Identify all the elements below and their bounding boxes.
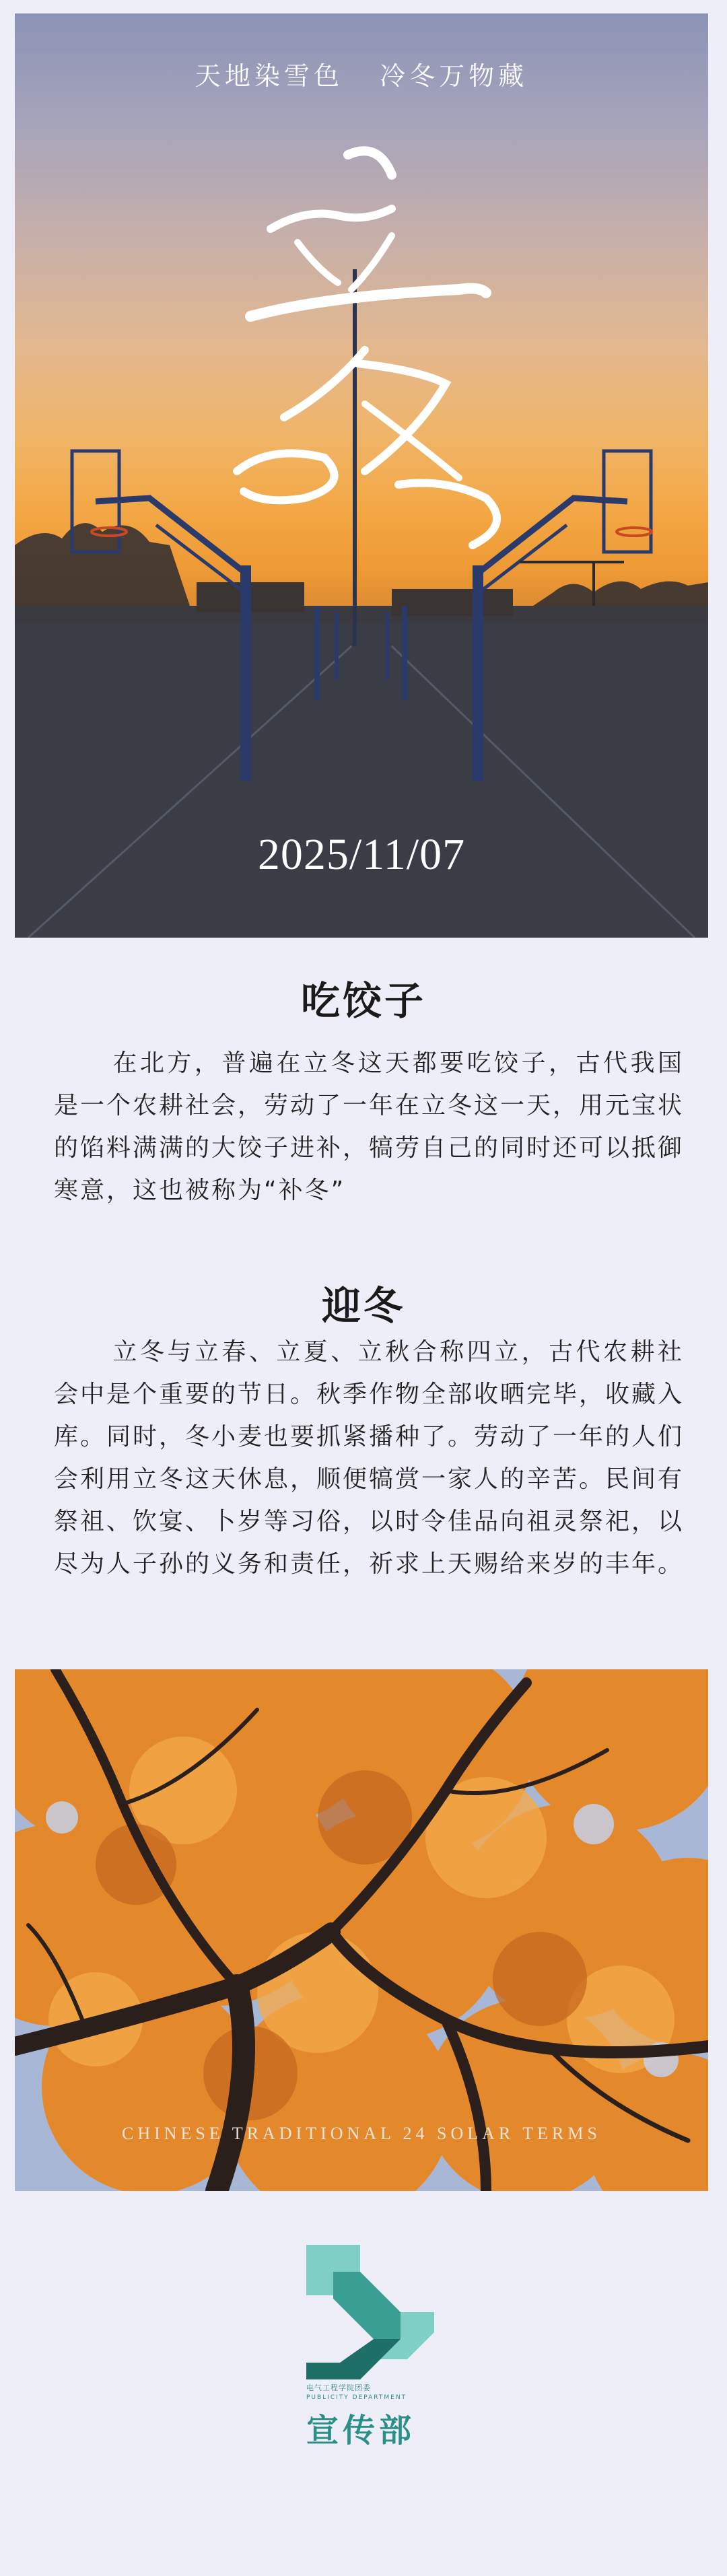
logo-dept-english: PUBLICITY DEPARTMENT <box>306 2394 407 2401</box>
section-text-dumplings: 在北方，普遍在立冬这天都要吃饺子，古代我国是一个农耕社会，劳动了一年在立冬这一天，用元宝状的馅料满满的大饺子进补，犒劳自己的同时还可以抵御寒意，这也被称为“补冬” <box>54 1049 685 1204</box>
section-title-welcome-winter: 迎冬 <box>321 1283 405 1329</box>
logo-org-name: 电气工程学院团委 <box>306 2383 371 2392</box>
section-body-welcome-winter <box>54 1331 684 1585</box>
tree-scene <box>15 1669 708 2191</box>
autumn-tree-photo <box>15 1669 708 2191</box>
section-title-dumplings: 吃饺子 <box>300 978 426 1024</box>
section-body-dumplings <box>54 1042 684 1212</box>
photo-caption: CHINESE TRADITIONAL 24 SOLAR TERMS <box>122 2124 601 2143</box>
hero-scene <box>15 13 708 938</box>
logo-dept-name: 宣传部 <box>306 2412 416 2449</box>
hero-date: 2025/11/07 <box>257 830 466 879</box>
hero-poster <box>15 13 708 938</box>
hero-tagline: 天地染雪色 冷冬万物藏 <box>195 61 528 91</box>
calligraphy-lidong <box>237 151 497 545</box>
section-text-welcome-winter: 立冬与立春、立夏、立秋合称四立，古代农耕社会中是个重要的节日。秋季作物全部收晒完毕，收藏入库。同时，冬小麦也要抓紧播种了。劳动了一年的人们会利用立冬这天休息，顺便犒赏一家人的辛苦。民间有祭祖、饮宴、卜岁等习俗，以时令佳品向祖灵祭祀，以尽为人子孙的义务和责任，祈求上天赐给来岁的丰年。 <box>54 1338 685 1578</box>
